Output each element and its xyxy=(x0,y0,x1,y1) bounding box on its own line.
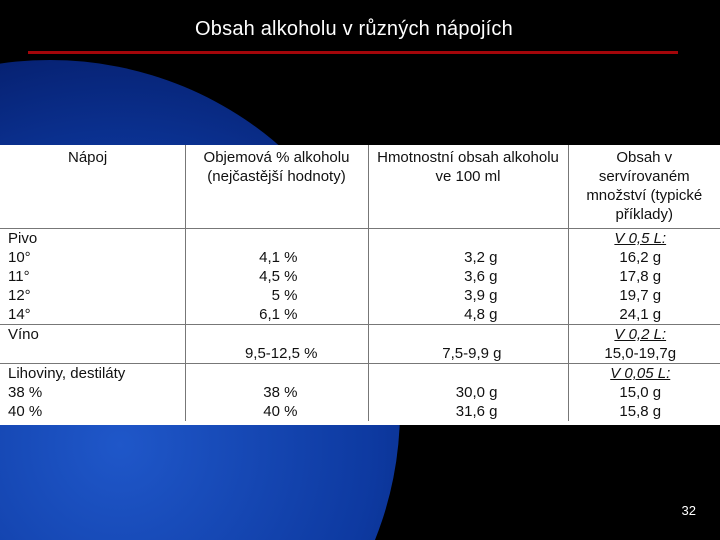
cell-drink: 11° xyxy=(8,268,30,285)
table-row xyxy=(0,402,720,421)
cell-volume: 5 % xyxy=(185,286,368,305)
cell-mass: 7,5-9,9 g xyxy=(368,344,568,364)
table-header-row xyxy=(0,145,720,229)
cell-serving: 15,8 g xyxy=(568,402,720,421)
cell-drink: 40 % xyxy=(8,403,43,420)
header-volume-percent: Objemová % alkoholu (nejčastější hodnoty) xyxy=(185,145,368,229)
group-name-beer: Pivo xyxy=(8,230,38,247)
table-row xyxy=(0,383,720,402)
group-name-spirits: Lihoviny, destiláty xyxy=(8,365,126,382)
header-serving-content: Obsah v servírovaném množství (typické příklady) xyxy=(568,145,720,229)
table-row xyxy=(0,344,720,364)
cell-drink: 38 % xyxy=(8,384,43,401)
cell-serving: 17,8 g xyxy=(568,267,720,286)
cell-mass: 31,6 g xyxy=(368,402,568,421)
group-name-wine: Víno xyxy=(8,326,39,343)
cell-drink: 10° xyxy=(8,249,31,266)
cell-serving: 15,0-19,7g xyxy=(568,344,720,364)
cell-volume: 4,5 % xyxy=(185,267,368,286)
table-row xyxy=(0,229,720,249)
slide-title: Obsah alkoholu v různých nápojích xyxy=(195,18,513,40)
table-row xyxy=(0,286,720,305)
cell-mass: 4,8 g xyxy=(368,305,568,325)
cell-volume: 38 % xyxy=(185,383,368,402)
title-underline xyxy=(28,51,678,54)
cell-serving: 24,1 g xyxy=(568,305,720,325)
cell-serving: 16,2 g xyxy=(568,248,720,267)
table-row xyxy=(0,305,720,325)
table-row xyxy=(0,364,720,384)
table-row xyxy=(0,267,720,286)
cell-volume: 6,1 % xyxy=(185,305,368,325)
header-drink: Nápoj xyxy=(0,145,185,229)
serving-size-wine: V 0,2 L: xyxy=(614,326,667,343)
cell-serving: 15,0 g xyxy=(568,383,720,402)
cell-mass: 30,0 g xyxy=(368,383,568,402)
cell-drink: 12° xyxy=(8,287,31,304)
alcohol-table xyxy=(0,145,720,421)
cell-serving: 19,7 g xyxy=(568,286,720,305)
cell-mass: 3,2 g xyxy=(368,248,568,267)
table-row xyxy=(0,248,720,267)
cell-drink xyxy=(0,344,185,364)
serving-size-beer: V 0,5 L: xyxy=(614,230,667,247)
cell-mass: 3,9 g xyxy=(368,286,568,305)
header-mass-content: Hmotnostní obsah alkoholu ve 100 ml xyxy=(368,145,568,229)
alcohol-table-panel xyxy=(0,145,720,425)
serving-size-spirits: V 0,05 L: xyxy=(610,365,671,382)
cell-volume: 40 % xyxy=(185,402,368,421)
cell-volume: 4,1 % xyxy=(185,248,368,267)
cell-volume: 9,5-12,5 % xyxy=(185,344,368,364)
cell-drink: 14° xyxy=(0,305,185,325)
slide-number: 32 xyxy=(681,503,696,518)
cell-mass: 3,6 g xyxy=(368,267,568,286)
table-row xyxy=(0,325,720,345)
